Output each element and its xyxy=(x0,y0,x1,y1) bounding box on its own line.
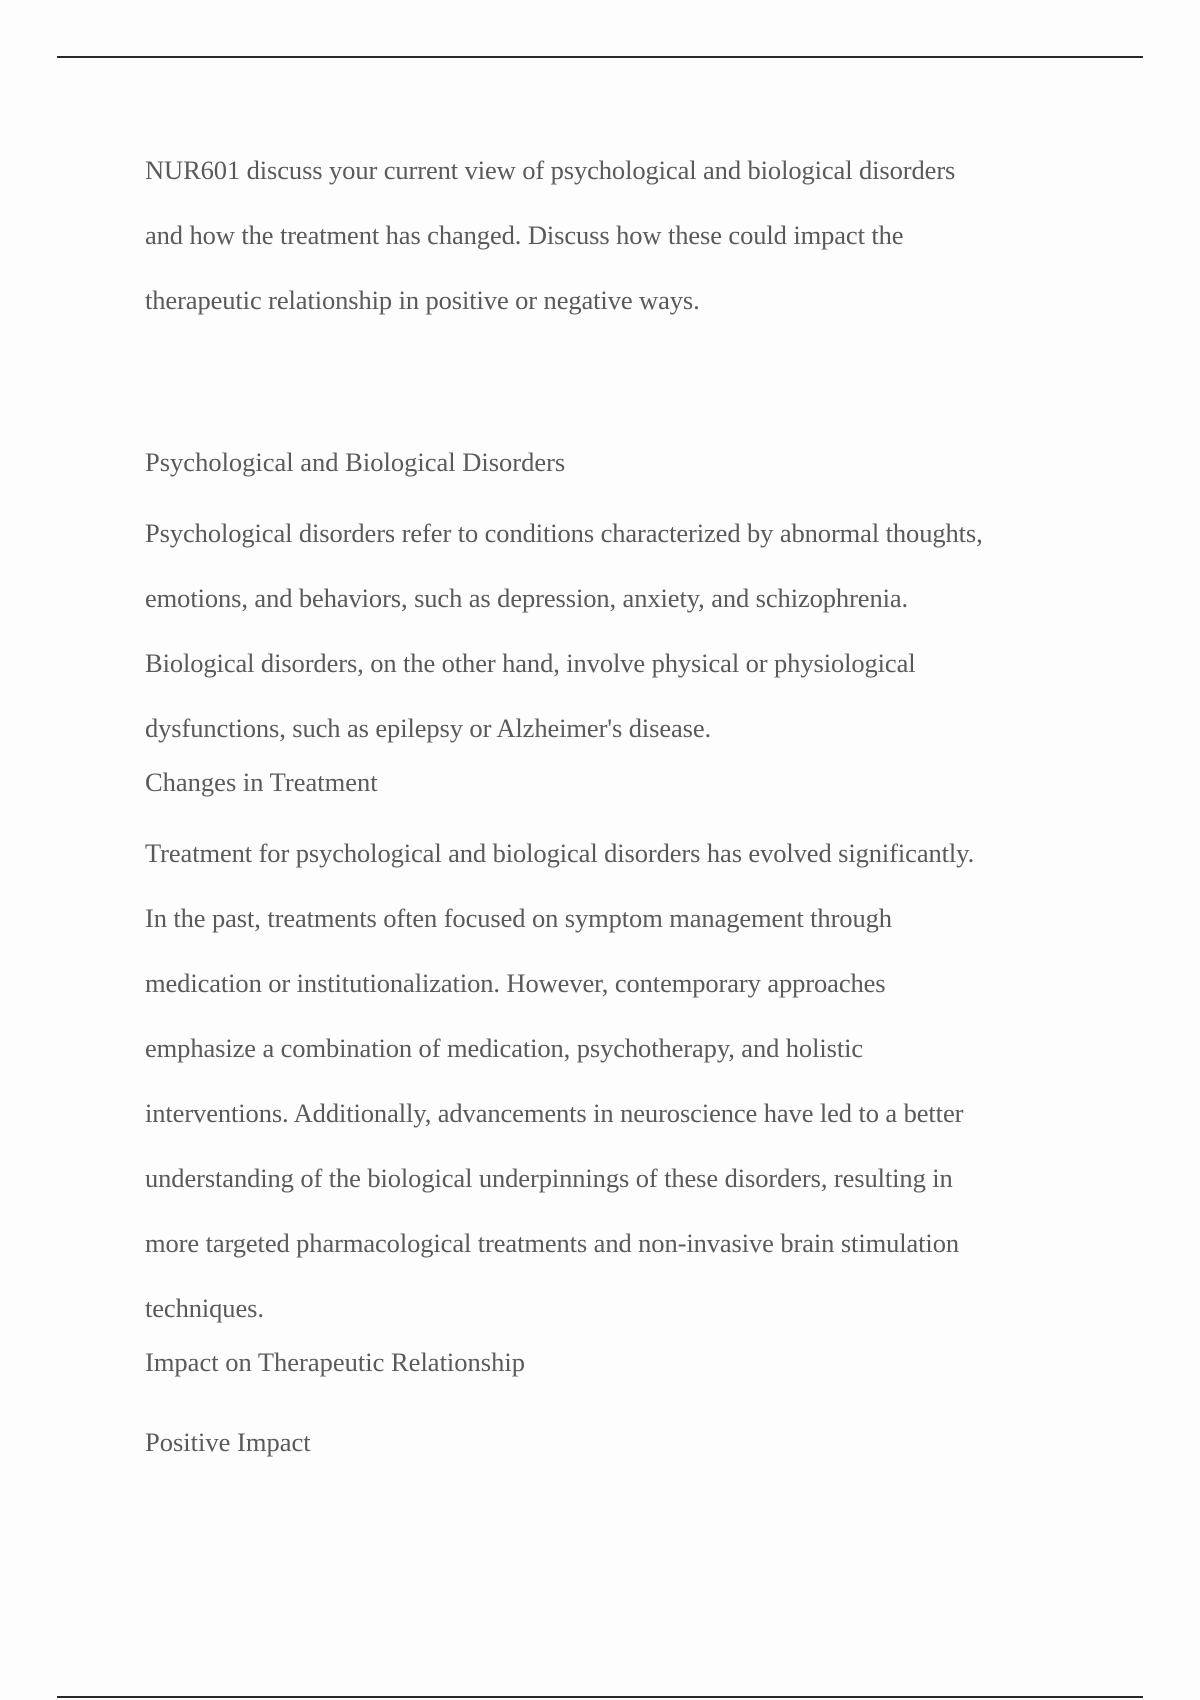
paragraph-line: emotions, and behaviors, such as depression, anxiety, and schizophrenia. xyxy=(145,583,909,613)
paragraph-line: Treatment for psychological and biological disorders has evolved significantly. xyxy=(145,838,975,868)
paragraph-line: interventions. Additionally, advancements in neuroscience have led to a better xyxy=(145,1098,964,1128)
paragraph-line: understanding of the biological underpinnings of these disorders, resulting in xyxy=(145,1163,953,1193)
section-heading-impact: Impact on Therapeutic Relationship xyxy=(145,1347,525,1377)
prompt-line: NUR601 discuss your current view of psychological and biological disorders xyxy=(145,155,956,185)
section-paragraph-disorders xyxy=(145,501,1075,761)
document-body xyxy=(145,138,1075,1459)
paragraph-line: medication or institutionalization. However, contemporary approaches xyxy=(145,968,886,998)
paragraph-line: emphasize a combination of medication, psychotherapy, and holistic xyxy=(145,1033,864,1063)
assignment-prompt xyxy=(145,138,1075,333)
page-top-rule xyxy=(57,56,1143,58)
paragraph-line: dysfunctions, such as epilepsy or Alzheimer's disease. xyxy=(145,713,712,743)
paragraph-line: In the past, treatments often focused on symptom management through xyxy=(145,903,892,933)
prompt-line: therapeutic relationship in positive or negative ways. xyxy=(145,285,700,315)
paragraph-line: Biological disorders, on the other hand, involve physical or physiological xyxy=(145,648,916,678)
paragraph-line: techniques. xyxy=(145,1293,264,1323)
subsection-heading-positive-impact: Positive Impact xyxy=(145,1427,311,1457)
paragraph-line: Psychological disorders refer to conditions characterized by abnormal thoughts, xyxy=(145,518,983,548)
page-bottom-rule xyxy=(57,1696,1143,1698)
prompt-line: and how the treatment has changed. Discuss how these could impact the xyxy=(145,220,904,250)
section-heading-disorders: Psychological and Biological Disorders xyxy=(145,447,566,477)
section-heading-treatment: Changes in Treatment xyxy=(145,767,378,797)
section-paragraph-treatment xyxy=(145,821,1075,1341)
paragraph-line: more targeted pharmacological treatments and non-invasive brain stimulation xyxy=(145,1228,959,1258)
